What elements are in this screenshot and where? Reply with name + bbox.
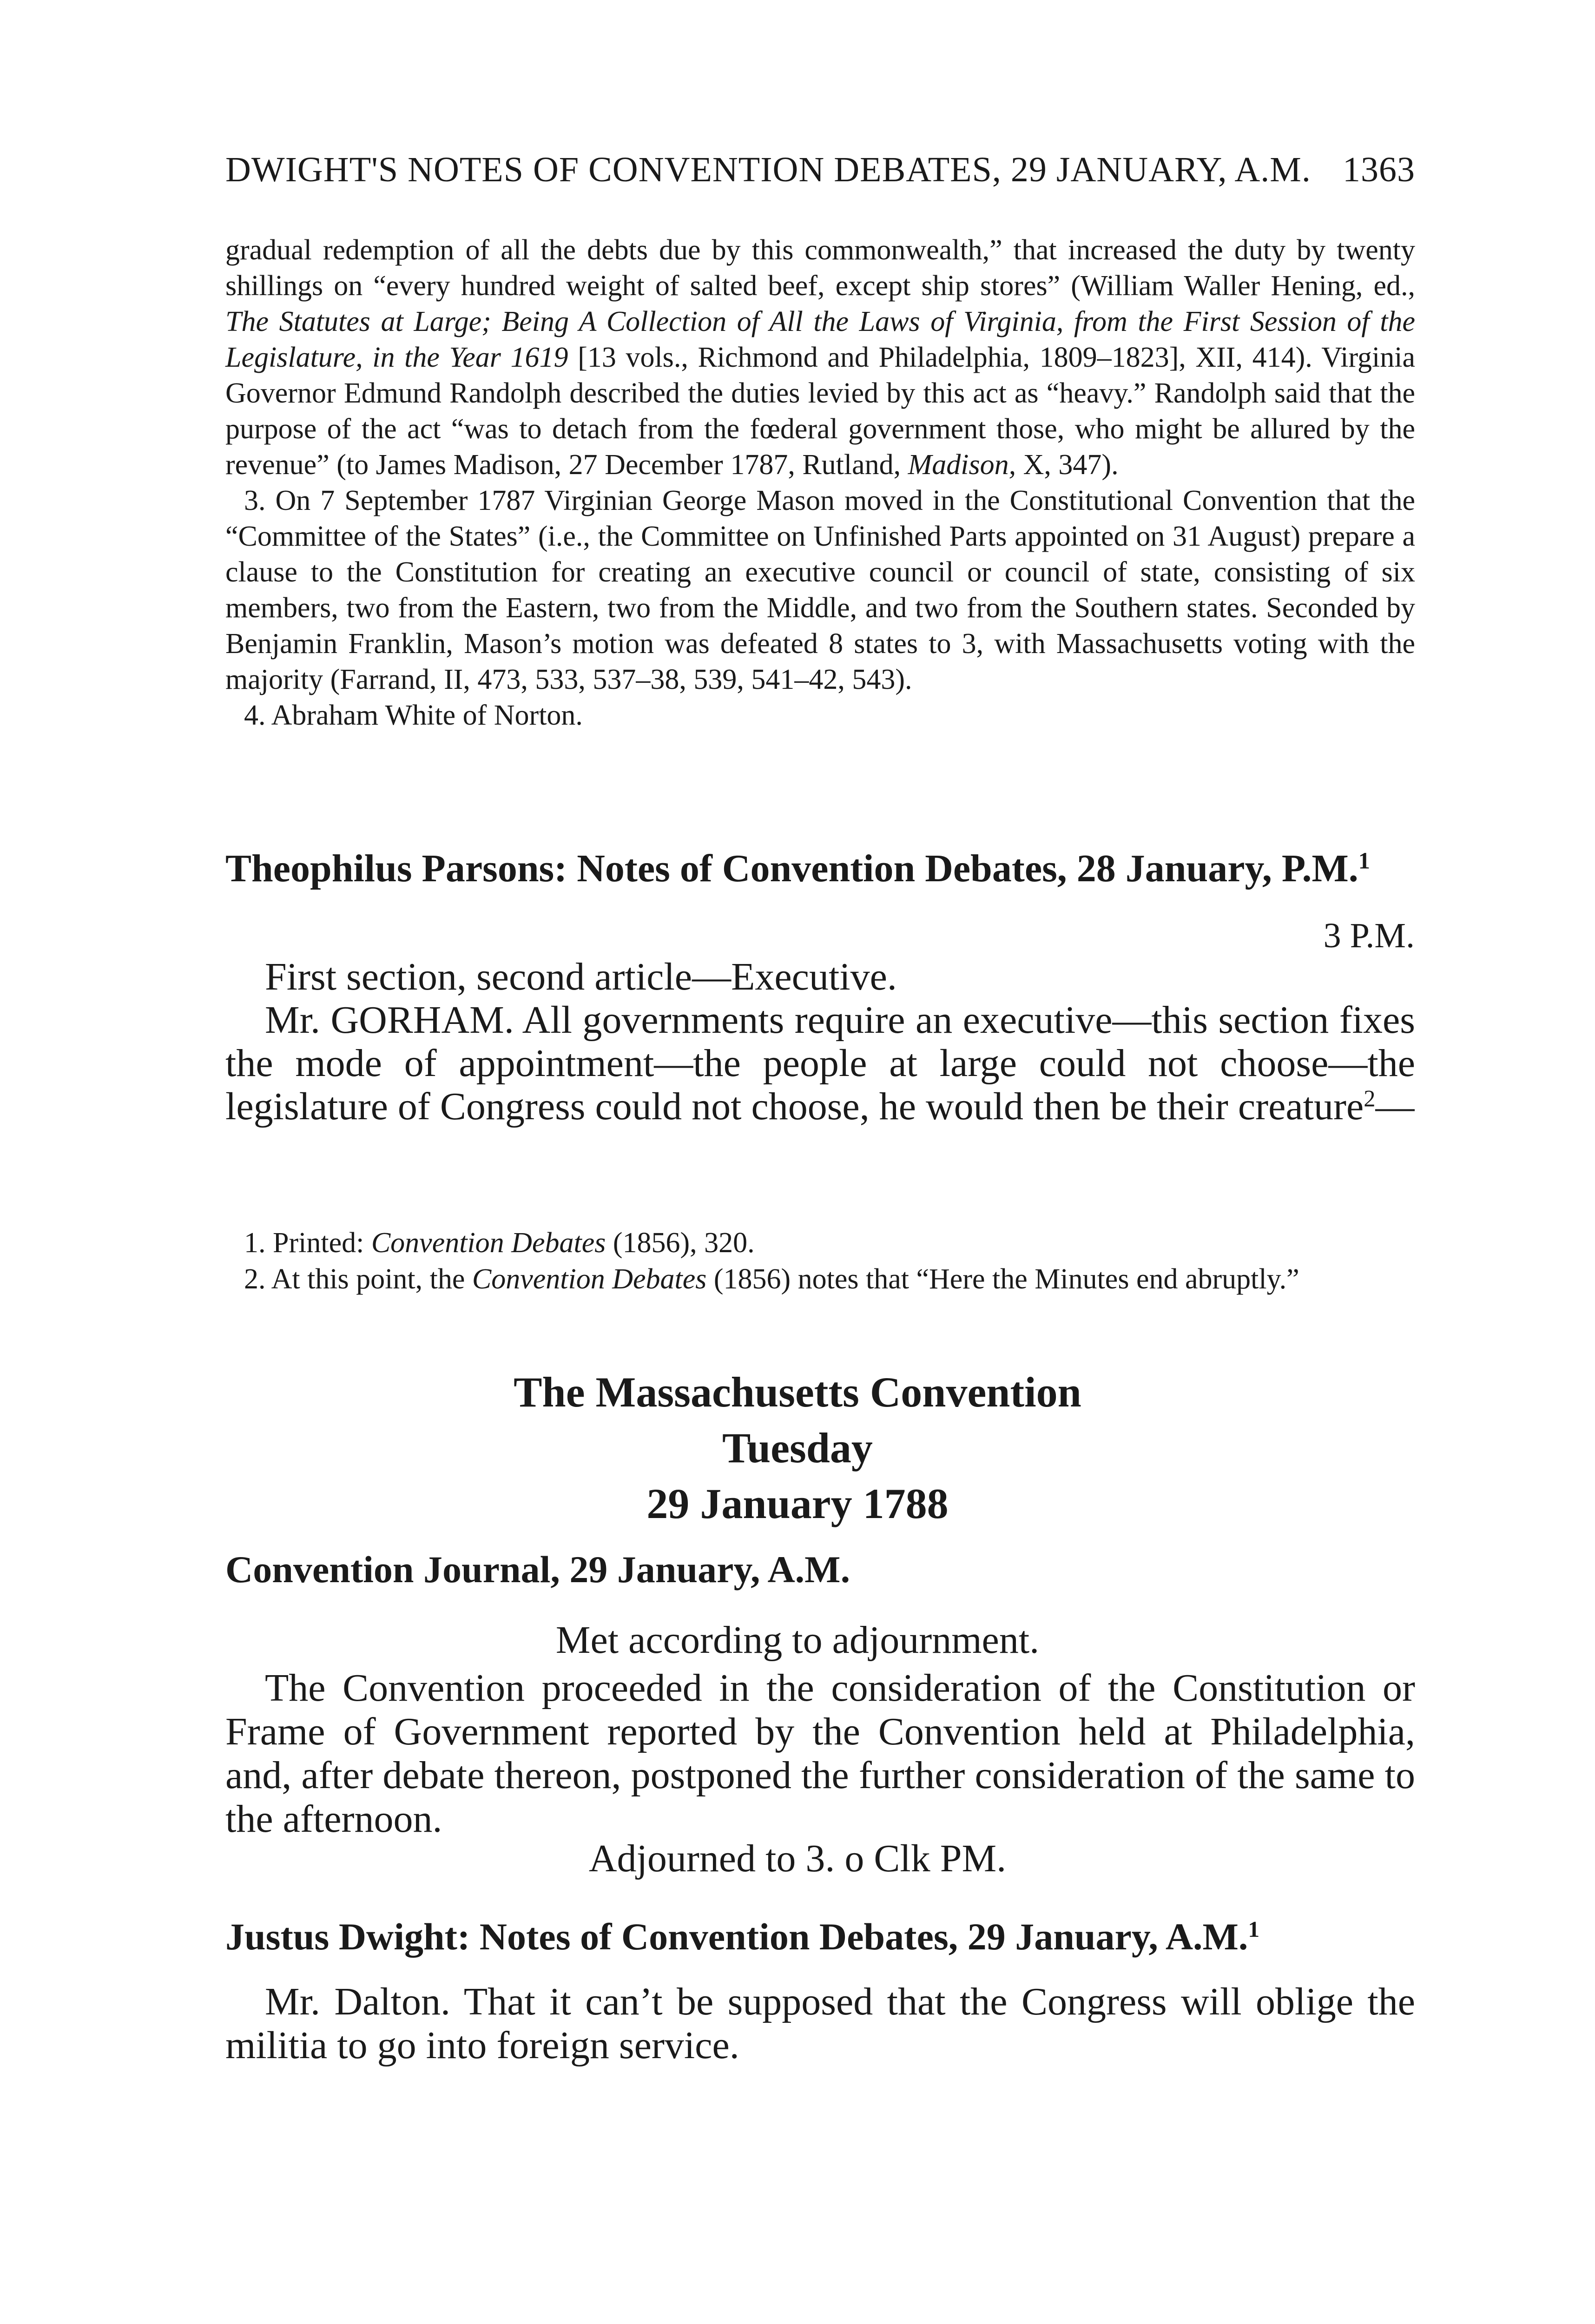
journal-adjourned: Adjourned to 3. o Clk PM.	[588, 1837, 1007, 1880]
parsons-footnote-2	[225, 1261, 1415, 1297]
note-3: 3. On 7 September 1787 Virginian George Mason moved in the Constitutional Convention that the “Committee of the States” (i.e., the Committee on Unfinished Parts appointed on 31 August) prepare a clause to the Constitution for creating an executive council or council of state, consisting of six members, two from the Eastern, two from the Middle, and two from the Southern states. Seconded by Benjamin Franklin, Mason’s motion was defeated 8 states to 3, with Massachusetts voting with the majority (Farrand, II, 473, 533, 537–38, 539, 541–42, 543).	[225, 485, 1415, 695]
note-2-italic-madison: Madison,	[908, 449, 1016, 481]
endnotes-continued	[225, 232, 1415, 733]
dwight-paragraph: Mr. Dalton. That it can’t be supposed that the Congress will oblige the militia to go into foreign service.	[225, 1980, 1415, 2067]
parsons-body	[225, 955, 1415, 1128]
journal-heading: Convention Journal, 29 January, A.M.	[225, 1548, 850, 1591]
parsons-heading-sup: 1	[1358, 847, 1370, 874]
speech-gorham-sup: 2	[1364, 1085, 1376, 1112]
parsons-heading-text: Theophilus Parsons: Notes of Convention Debates, 28 January, P.M.	[225, 847, 1358, 890]
dwight-heading-text: Justus Dwight: Notes of Convention Debates, 29 January, A.M.	[225, 1915, 1248, 1958]
journal-body	[225, 1666, 1415, 1841]
note-4: 4. Abraham White of Norton.	[244, 700, 583, 731]
section-title-line-2: Tuesday	[722, 1424, 873, 1472]
section-title-line-1: The Massachusetts Convention	[514, 1368, 1081, 1416]
parsons-speech	[225, 998, 1415, 1128]
parsons-footnote-1	[225, 1225, 1415, 1261]
note-2-italic-title: The Statutes at Large; Being A Collection of All the Laws of Virginia, from the First Session of the Legislature, in the Year 1619	[225, 306, 1415, 373]
parsons-footnotes	[225, 1225, 1415, 1297]
note-2-continued	[225, 232, 1415, 483]
speaker-gorham: Mr. GORHAM.	[265, 998, 514, 1042]
parsons-time: 3 P.M.	[1323, 916, 1415, 955]
dwight-body	[225, 1980, 1415, 2067]
speech-gorham-end: —	[1375, 1085, 1415, 1128]
dwight-heading-sup: 1	[1248, 1916, 1260, 1942]
fn1-italic: Convention Debates	[371, 1227, 606, 1259]
page-number: 1363	[1343, 150, 1415, 189]
parsons-line-1: First section, second article—Executive.	[265, 955, 897, 998]
running-header-title: DWIGHT'S NOTES OF CONVENTION DEBATES, 29 JANUARY, A.M.	[225, 150, 1311, 189]
fn2-text-b: (1856) notes that “Here the Minutes end abruptly.”	[706, 1263, 1299, 1295]
fn1-text-b: (1856), 320.	[606, 1227, 755, 1259]
fn1-text-a: 1. Printed:	[244, 1227, 371, 1259]
running-header	[225, 150, 1415, 201]
journal-met: Met according to adjournment.	[555, 1618, 1040, 1662]
speech-gorham: All governments require an executive—this section fixes the mode of appointment—the people at large could not choose—the legislature of Congress could not choose, he would then be their creature	[225, 998, 1415, 1128]
dwight-heading	[225, 1915, 1259, 1959]
section-title-line-3: 29 January 1788	[646, 1480, 949, 1527]
note-2-text-b: [13 vols., Richmond and Philadelphia, 1809–1823], XII, 414). Virginia Governor Edmund Randolph described the duties levied by this act as “heavy.” Randolph said that the purpose of the act “was to detach from the fœderal government those, who might be allured by the revenue” (to James Madison, 27 December 1787, Rutland,	[225, 342, 1415, 481]
fn2-italic: Convention Debates	[472, 1263, 707, 1295]
fn2-text-a: 2. At this point, the	[244, 1263, 472, 1295]
parsons-heading	[225, 846, 1434, 891]
note-2-text-c: X, 347).	[1016, 449, 1119, 481]
note-2-text-a: gradual redemption of all the debts due by this commonwealth,” that increased the duty by twenty shillings on “every hundred weight of salted beef, except ship stores” (William Waller Hening, ed.,	[225, 234, 1415, 302]
journal-paragraph: The Convention proceeded in the consideration of the Constitution or Frame of Government reported by the Convention held at Philadelphia, and, after debate thereon, postponed the further consideration of the same to the afternoon.	[225, 1666, 1415, 1841]
